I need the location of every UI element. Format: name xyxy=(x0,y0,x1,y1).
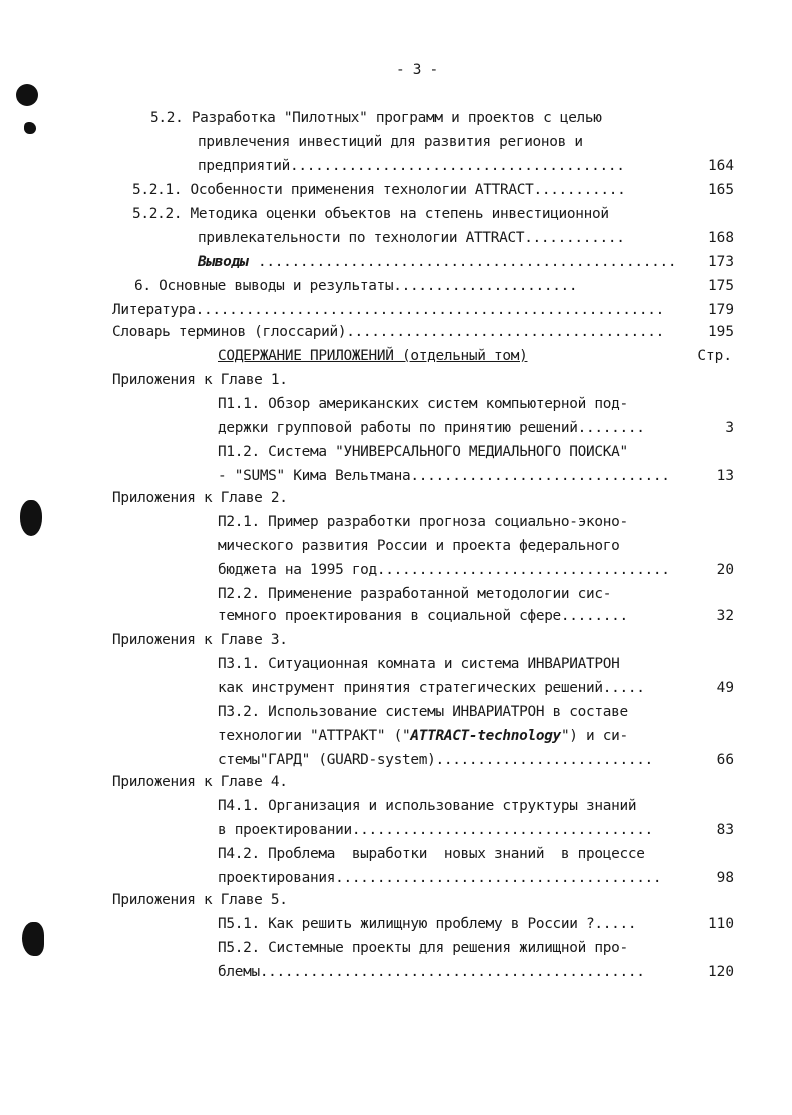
appendix-p1-1-line1: П1.1. Обзор американских систем компьютерной под- xyxy=(218,396,628,412)
appendix-p3-2-line3: стемы"ГАРД" (GUARD-system).......................... xyxy=(218,752,653,768)
appendix-p2-2-page: 32 xyxy=(716,608,734,624)
appendix-p2-1-page: 20 xyxy=(716,562,734,578)
appendix-p3-1-page: 49 xyxy=(716,680,734,696)
appendix-p2-1-line2: мического развития России и проекта федерального xyxy=(218,538,620,554)
toc-entry-glossary-page: 195 xyxy=(708,324,734,340)
appendix-p3-2-page: 66 xyxy=(716,752,734,768)
appendix-p2-1-line3: бюджета на 1995 год................................... xyxy=(218,562,670,578)
appendix-chapter-1: Приложения к Главе 1. xyxy=(112,372,288,388)
appendix-p5-1: П5.1. Как решить жилищную проблему в России ?..... xyxy=(218,916,637,932)
ink-blot-mark xyxy=(24,122,36,134)
toc-entry-conclusions-label: Выводы xyxy=(198,254,249,270)
toc-entry-5-2-line3: предприятий........................................ xyxy=(198,158,625,174)
punch-hole-mark xyxy=(22,922,44,956)
appendix-p4-1-page: 83 xyxy=(716,822,734,838)
appendix-p4-1-line2: в проектировании.................................... xyxy=(218,822,653,838)
toc-entry-5-2-2-line1: 5.2.2. Методика оценки объектов на степень инвестиционной xyxy=(132,206,609,222)
appendix-p3-2-line2 xyxy=(218,726,628,746)
appendix-p4-2-page: 98 xyxy=(716,870,734,886)
appendix-p1-1-line2: держки групповой работы по принятию решений........ xyxy=(218,420,645,436)
appendix-p2-2-line2: темного проектирования в социальной сфере........ xyxy=(218,608,628,624)
appendix-p5-2-page: 120 xyxy=(708,964,734,980)
appendix-p2-1-line1: П2.1. Пример разработки прогноза социально-эконо- xyxy=(218,514,628,530)
toc-entry-5-2-line2: привлечения инвестиций для развития регионов и xyxy=(198,134,583,150)
toc-entry-literature: Литература........................................................ xyxy=(112,302,665,318)
punch-hole-mark xyxy=(16,84,38,106)
toc-entry-6: 6. Основные выводы и результаты...................... xyxy=(134,278,578,294)
appendix-p3-2-line1: П3.2. Использование системы ИНВАРИАТРОН в составе xyxy=(218,704,628,720)
appendix-chapter-5: Приложения к Главе 5. xyxy=(112,892,288,908)
toc-entry-5-2-2-line2: привлекательности по технологии ATTRACT............ xyxy=(198,230,625,246)
appendix-chapter-4: Приложения к Главе 4. xyxy=(112,774,288,790)
appendix-chapter-2: Приложения к Главе 2. xyxy=(112,490,288,506)
page-number: - 3 - xyxy=(396,62,438,78)
toc-entry-conclusions-leader: .................................................. xyxy=(258,254,677,270)
appendix-contents-title: СОДЕРЖАНИЕ ПРИЛОЖЕНИЙ (отдельный том) xyxy=(218,348,528,364)
toc-entry-5-2-1: 5.2.1. Особенности применения технологии ATTRACT........... xyxy=(132,182,626,198)
appendix-p1-2-page: 13 xyxy=(716,468,734,484)
appendix-p4-1-line1: П4.1. Организация и использование структуры знаний xyxy=(218,798,637,814)
appendix-p4-2-line2: проектирования....................................... xyxy=(218,870,662,886)
toc-entry-5-2-page: 164 xyxy=(708,158,734,174)
appendix-chapter-3: Приложения к Главе 3. xyxy=(112,632,288,648)
appendix-p5-2-line1: П5.2. Системные проекты для решения жилищной про- xyxy=(218,940,628,956)
appendix-p3-2-text-b: ") и си- xyxy=(560,728,628,744)
appendix-p1-1-page: 3 xyxy=(725,420,734,436)
appendix-p1-2-line2: - "SUMS" Кима Вельтмана............................... xyxy=(218,468,670,484)
appendix-p2-2-line1: П2.2. Применение разработанной методологии сис- xyxy=(218,586,612,602)
toc-entry-5-2-1-page: 165 xyxy=(708,182,734,198)
appendix-p3-1-line2: как инструмент принятия стратегических решений..... xyxy=(218,680,645,696)
toc-entry-5-2-2-page: 168 xyxy=(708,230,734,246)
appendix-p5-2-line2: блемы.............................................. xyxy=(218,964,645,980)
appendix-p3-1-line1: П3.1. Ситуационная комната и система ИНВАРИАТРОН xyxy=(218,656,620,672)
toc-entry-literature-page: 179 xyxy=(708,302,734,318)
appendix-p1-2-line1: П1.2. Система "УНИВЕРСАЛЬНОГО МЕДИАЛЬНОГО ПОИСКА" xyxy=(218,444,628,460)
toc-entry-conclusions-page: 173 xyxy=(708,254,734,270)
toc-entry-6-page: 175 xyxy=(708,278,734,294)
appendix-p3-2-text-a: технологии "АТТРАКТ" (" xyxy=(218,728,411,744)
toc-entry-glossary: Словарь терминов (глоссарий)...................................... xyxy=(112,324,665,340)
appendix-p4-2-line1: П4.2. Проблема выработки новых знаний в процессе xyxy=(218,846,645,862)
appendix-page-column-label: Стр. xyxy=(697,348,732,364)
appendix-p5-1-page: 110 xyxy=(708,916,734,932)
attract-technology-emphasis: ATTRACT-technology xyxy=(410,728,561,744)
toc-entry-5-2-line1: 5.2. Разработка "Пилотных" программ и проектов с целью xyxy=(150,110,602,126)
punch-hole-mark xyxy=(20,500,42,536)
